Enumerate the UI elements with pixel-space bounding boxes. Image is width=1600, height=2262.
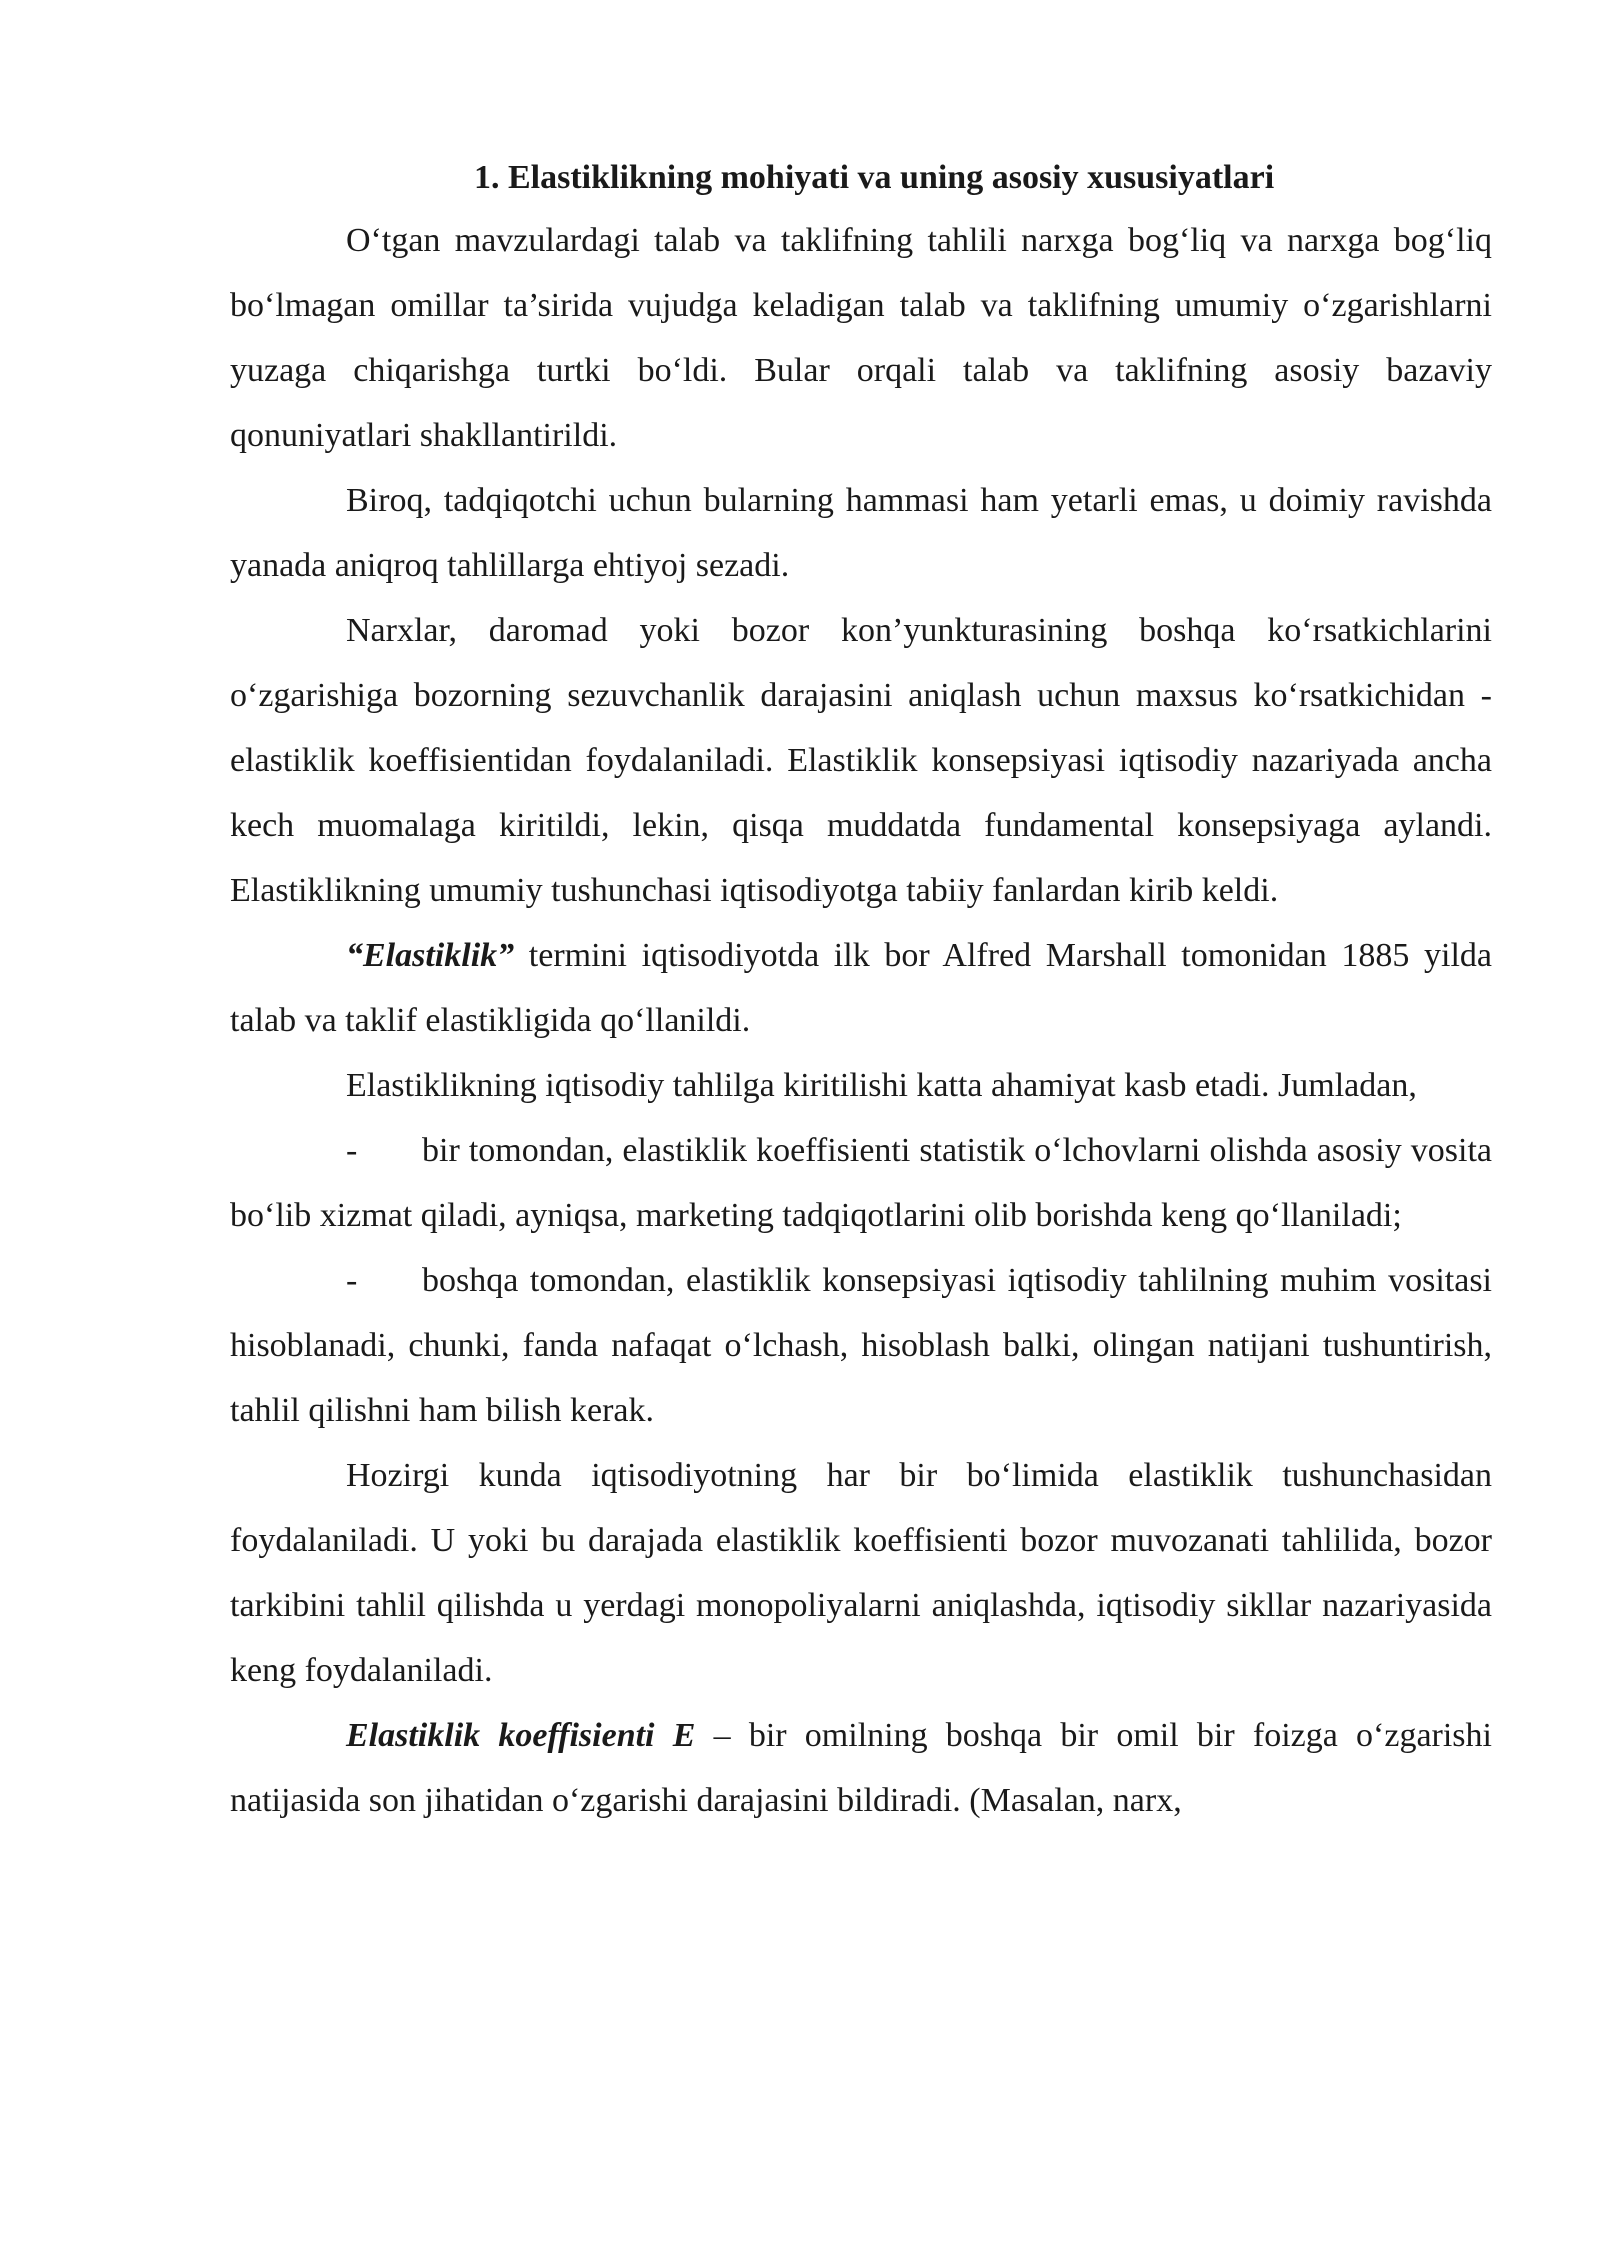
term-elastiklik: “Elastiklik” — [346, 937, 515, 974]
paragraph-research-need: Biroq, tadqiqotchi uchun bularning hammasi ham yetarli emas, u doimiy ravishda yanada aniqroq tahlillarga ehtiyoj sezadi. — [230, 482, 1492, 584]
list-dash: - — [346, 1132, 358, 1169]
section-title: 1. Elastiklikning mohiyati va uning asosiy xususiyatlari — [474, 159, 1275, 196]
paragraph-marshall-text: termini iqtisodiyotda ilk bor Alfred Marshall tomonidan 1885 yilda talab va taklif elastikligida qo‘llanildi. — [230, 937, 1492, 1039]
list-dash: - — [346, 1262, 358, 1299]
term-coefficient-e: Elastiklik koeffisienti E — [346, 1717, 696, 1754]
paragraph-intro: O‘tgan mavzulardagi talab va taklifning tahlili narxga bog‘liq va narxga bog‘liq bo‘lmagan omillar ta’sirida vujudga keladigan talab va taklifning umumiy o‘zgarishlarni yuzaga chiqarishga turtki bo‘ldi. Bular orqali talab va taklifning asosiy bazaviy qonuniyatlari shakllantirildi. — [230, 222, 1492, 454]
paragraph-current-usage: Hozirgi kunda iqtisodiyotning har bir bo‘limida elastiklik tushunchasidan foydalaniladi. U yoki bu darajada elastiklik koeffisienti bozor muvozanati tahlilida, bozor tarkibini tahlil qilishda u yerdagi monopoliyalarni aniqlashda, iqtisodiy sikllar nazariyasida keng foydalaniladi. — [230, 1457, 1492, 1689]
paragraph-marshall — [230, 923, 1492, 1053]
paragraph-definition-text: – bir omilning boshqa bir omil bir foizga o‘zgarishi natijasida son jihatidan o‘zgarishi darajasini bildiradi. (Masalan, narx, — [230, 1717, 1492, 1819]
list-item-text: bir tomondan, elastiklik koeffisienti statistik o‘lchovlarni olishda asosiy vosita bo‘lib xizmat qiladi, ayniqsa, marketing tadqiqotlarini olib borishda keng qo‘llaniladi; — [230, 1132, 1492, 1234]
paragraph-elasticity-coefficient: Narxlar, daromad yoki bozor kon’yunkturasining boshqa ko‘rsatkichlarini o‘zgarishiga bozorning sezuvchanlik darajasini aniqlash uchun maxsus ko‘rsatkichidan - elastiklik koeffisientidan foydalaniladi. Elastiklik konsepsiyasi iqtisodiy nazariyada ancha kech muomalaga kiritildi, lekin, qisqa muddatda fundamental konsepsiyaga aylandi. Elastiklikning umumiy tushunchasi iqtisodiyotga tabiiy fanlardan kirib keldi. — [230, 612, 1492, 909]
list-item — [230, 1118, 1492, 1248]
paragraph-importance: Elastiklikning iqtisodiy tahlilga kiritilishi katta ahamiyat kasb etadi. Jumladan, — [346, 1067, 1417, 1104]
paragraph-definition — [230, 1703, 1492, 1833]
list-item-text: boshqa tomondan, elastiklik konsepsiyasi iqtisodiy tahlilning muhim vositasi hisoblanadi, chunki, fanda nafaqat o‘lchash, hisoblash balki, olingan natijani tushuntirish, tahlil qilishni ham bilish kerak. — [230, 1262, 1492, 1429]
document-page — [230, 148, 1492, 1833]
list-item — [230, 1248, 1492, 1443]
